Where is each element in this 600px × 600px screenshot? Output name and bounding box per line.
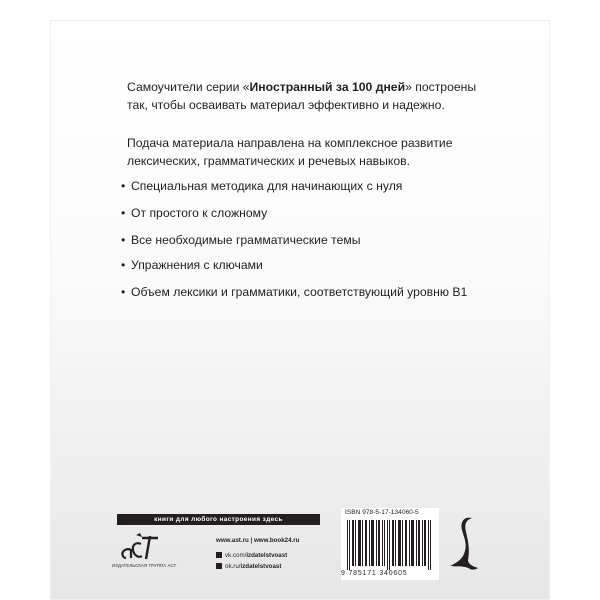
bullet-item: • Объем лексики и грамматики, соответствующий уровню B1 xyxy=(121,285,468,299)
bullet-dot-icon: • xyxy=(121,206,126,220)
bullet-dot-icon: • xyxy=(121,258,126,272)
publisher-group: ИЗДАТЕЛЬСКАЯ ГРУППА АСТ xyxy=(112,563,177,568)
bullet-dot-icon: • xyxy=(121,285,126,299)
intro-line-2: так, чтобы осваивать материал эффективно и надежно. xyxy=(127,98,445,112)
bullet-item: • Все необходимые грамматические темы xyxy=(121,233,361,247)
series-letter-l-icon xyxy=(442,514,482,574)
bullet-item: • От простого к сложному xyxy=(121,206,268,220)
approach-line-1: Подача материала направлена на комплексное развитие xyxy=(127,136,453,150)
websites[interactable]: www.ast.ru | www.book24.ru xyxy=(216,537,300,544)
series-name: Иностранный за 100 дней xyxy=(249,80,406,94)
ok-icon xyxy=(216,563,222,569)
vk-link[interactable]: vk.com/izdatelstvoast xyxy=(216,552,287,559)
isbn-label: ISBN 978-5-17-134060-5 xyxy=(345,509,419,516)
intro-line-1: Самоучители серии «Иностранный за 100 дней» построены xyxy=(127,80,477,94)
ok-link[interactable]: ok.ru/izdatelstvoast xyxy=(216,563,281,570)
bullet-dot-icon: • xyxy=(121,233,126,247)
barcode-digits: 9 785171 340605 xyxy=(341,570,408,577)
vk-icon xyxy=(216,552,222,558)
barcode-icon xyxy=(343,520,437,570)
bullet-item: • Специальная методика для начинающих с нуля xyxy=(121,179,403,193)
slogan-banner: книги для любого настроения здесь xyxy=(117,514,320,525)
bullet-item: • Упражнения с ключами xyxy=(121,258,263,272)
bullet-dot-icon: • xyxy=(121,179,126,193)
ast-logo-icon xyxy=(120,532,160,562)
approach-line-2: лексических, грамматических и речевых навыков. xyxy=(127,154,411,168)
